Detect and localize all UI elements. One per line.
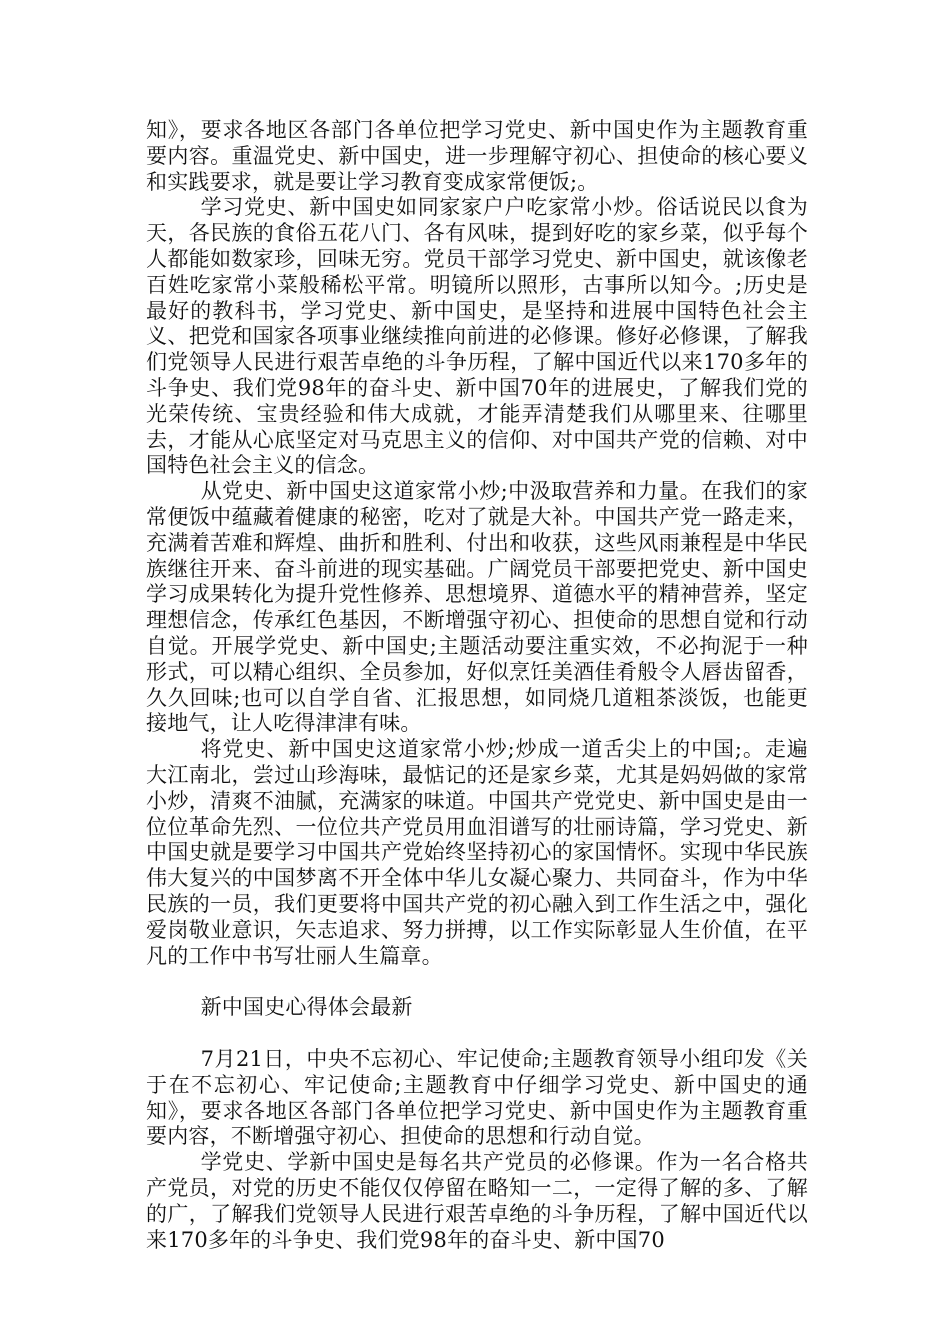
- paragraph-taste-of-china: 将党史、新中国史这道家常小炒;炒成一道舌尖上的中国;。走遍大江南北，尝过山珍海味，最惦记的还是家乡菜，尤其是妈妈做的家常小炒，清爽不油腻，充满家的味道。中国共产党党史、新中国史是由一位位革命先烈、一位位共产党员用血泪谱写的壮丽诗篇，学习党史、新中国史就是要学习中国共产党始终坚持初心的家国情怀。实现中华民族伟大复兴的中国梦离不开全体中华儿女凝心聚力、共同奋斗，作为中华民族的一员，我们更要将中国共产党的初心融入到工作生活之中，强化爱岗敬业意识，矢志追求、努力拼搏，以工作实际彰显人生价值，在平凡的工作中书写壮丽人生篇章。: [146, 737, 808, 968]
- paragraph-continuation: 知》，要求各地区各部门各单位把学习党史、新中国史作为主题教育重要内容。重温党史、新中国史，进一步理解守初心、担使命的核心要义和实践要求，就是要让学习教育变成家常便饭;。: [146, 118, 808, 194]
- paragraph-nourishment: 从党史、新中国史这道家常小炒;中汲取营养和力量。在我们的家常便饭中蕴藏着健康的秘密，吃对了就是大补。中国共产党一路走来，充满着苦难和辉煌、曲折和胜利、付出和收获，这些风雨兼程是中华民族继往开来、奋斗前进的现实基础。广阔党员干部要把党史、新中国史学习成果转化为提升党性修养、思想境界、道德水平的精神营养，坚定理想信念，传承红色基因，不断增强守初心、担使命的思想自觉和行动自觉。开展学党史、新中国史;主题活动要注重实效，不必拘泥于一种形式，可以精心组织、全员参加，好似烹饪美酒佳肴般令人唇齿留香，久久回味;也可以自学自省、汇报思想，如同烧几道粗茶淡饭，也能更接地气，让人吃得津津有味。: [146, 479, 808, 736]
- paragraph-required-course: 学党史、学新中国史是每名共产党员的必修课。作为一名合格共产党员，对党的历史不能仅仅停留在略知一二，一定得了解的多、了解的广，了解我们党领导人民进行艰苦卓绝的斗争历程，了解中国近代以来170多年的斗争史、我们党98年的奋斗史、新中国70: [146, 1150, 808, 1252]
- section-heading: 新中国史心得体会最新: [200, 995, 413, 1020]
- paragraph-notice: 7月21日，中央不忘初心、牢记使命;主题教育领导小组印发《关于在不忘初心、牢记使命;主题教育中仔细学习党史、新中国史的通知》，要求各地区各部门各单位把学习党史、新中国史作为主题教育重要内容，不断增强守初心、担使命的思想和行动自觉。: [146, 1047, 808, 1149]
- paragraph-daily-study: 学习党史、新中国史如同家家户户吃家常小炒。俗话说民以食为天，各民族的食俗五花八门、各有风味，提到好吃的家乡菜，似乎每个人都能如数家珍，回味无穷。党员干部学习党史、新中国史，就该像老百姓吃家常小菜般稀松平常。明镜所以照形，古事所以知今。;历史是最好的教科书，学习党史、新中国史，是坚持和进展中国特色社会主义、把党和国家各项事业继续推向前进的必修课。修好必修课，了解我们党领导人民进行艰苦卓绝的斗争历程，了解中国近代以来170多年的斗争史、我们党98年的奋斗史、新中国70年的进展史，了解我们党的光荣传统、宝贵经验和伟大成就，才能弄清楚我们从哪里来、往哪里去，才能从心底坚定对马克思主义的信仰、对中国共产党的信赖、对中国特色社会主义的信念。: [146, 195, 808, 478]
- document-page: [146, 118, 808, 1253]
